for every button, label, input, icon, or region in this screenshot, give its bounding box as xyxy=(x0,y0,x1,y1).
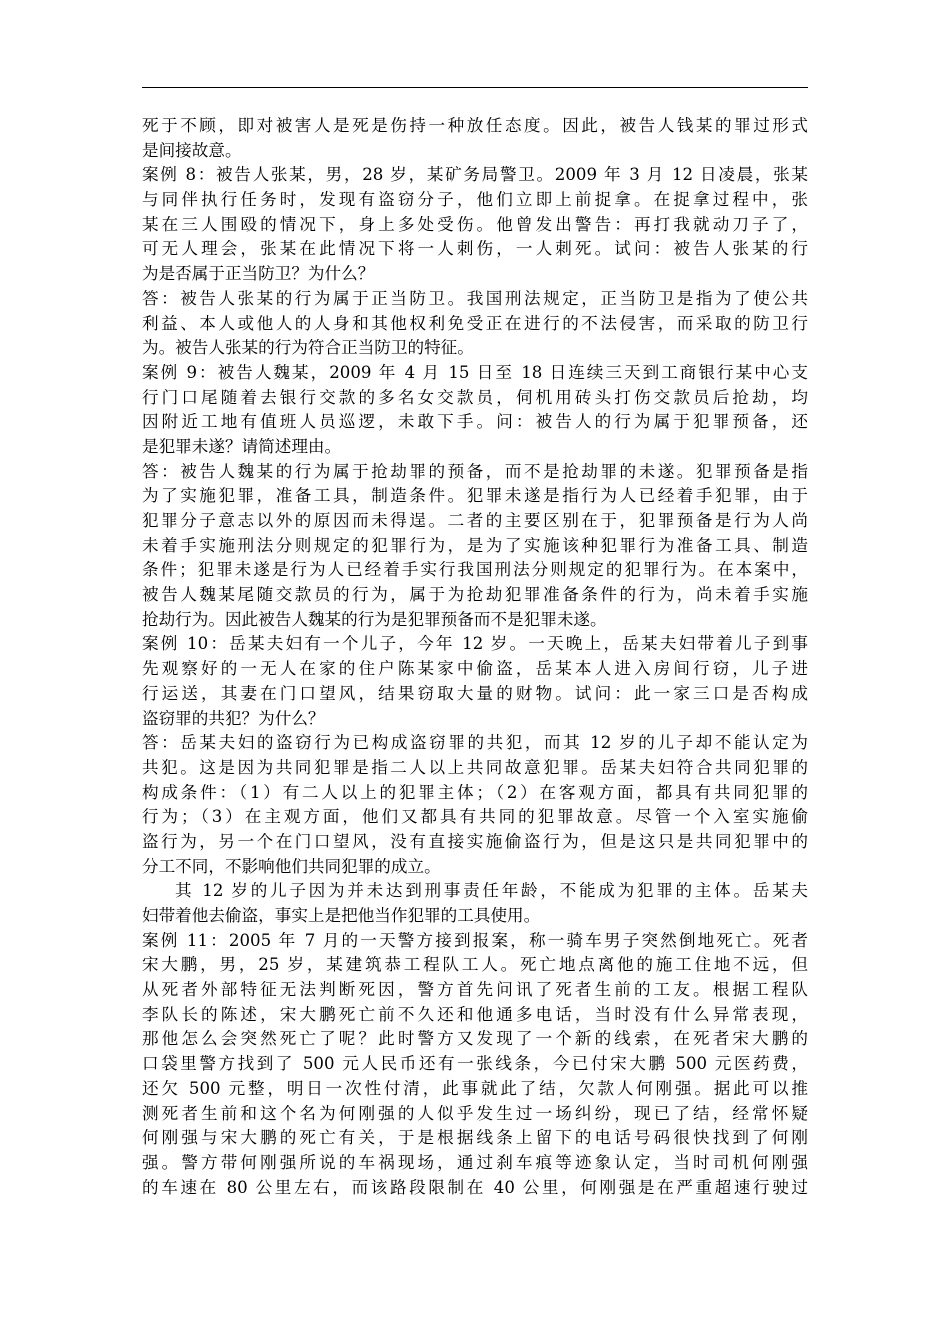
text-line: 还欠 500 元整，明日一次性付清，此事就此了结，欠款人何刚强。据此可以推 xyxy=(142,1078,808,1098)
text-line: 犯罪分子意志以外的原因而未得逞。二者的主要区别在于，犯罪预备是行为人尚 xyxy=(142,511,808,530)
text-line: 条件；犯罪未遂是行为人已经着手实行我国刑法分则规定的犯罪行为。在本案中， xyxy=(142,560,808,580)
text-line: 与同伴执行任务时，发现有盗窃分子，他们立即上前捉拿。在捉拿过程中，张 xyxy=(142,190,808,210)
text-line: 被告人魏某尾随交款员的行为，属于为抢劫犯罪准备条件的行为，尚未着手实施 xyxy=(142,585,808,605)
paragraph xyxy=(142,460,808,633)
paragraph xyxy=(142,114,808,163)
text-line: 先观察好的一无人在家的住户陈某家中偷盗，岳某本人进入房间行窃，儿子进 xyxy=(142,659,808,679)
text-line: 为。被告人张某的行为符合正当防卫的特征。 xyxy=(142,338,474,358)
text-line: 宋大鹏，男，25 岁，某建筑恭工程队工人。死亡地点离他的施工住地不远，但 xyxy=(142,955,808,975)
text-line: 李队长的陈述，宋大鹏死亡前不久还和他通多电话，当时没有什么异常表现， xyxy=(142,1004,808,1024)
text-line: 盗窃罪的共犯？为什么？ xyxy=(142,708,325,728)
text-line: 因附近工地有值班人员巡逻，未敢下手。问：被告人的行为属于犯罪预备，还 xyxy=(142,412,808,432)
text-line: 行为；（3）在主观方面，他们又都具有共同的犯罪故意。尽管一个入室实施偷 xyxy=(142,807,808,827)
text-line: 某在三人围殴的情况下，身上多处受伤。他曾发出警告：再打我就动刀子了， xyxy=(142,214,808,234)
text-line: 案例 8：被告人张某，男，28 岁，某矿务局警卫。2009 年 3 月 12 日凌晨，张某 xyxy=(142,165,808,185)
text-line: 答：被告人张某的行为属于正当防卫。我国刑法规定，正当防卫是指为了使公共 xyxy=(142,288,808,308)
text-line: 抢劫行为。因此被告人魏某的行为是犯罪预备而不是犯罪未遂。 xyxy=(142,609,607,629)
text-line: 口袋里警方找到了 500 元人民币还有一张线条，今已付宋大鹏 500 元医药费， xyxy=(142,1054,808,1074)
paragraph xyxy=(142,361,808,460)
text-line: 死于不顾，即对被害人是死是伤持一种放任态度。因此，被告人钱某的罪过形式 xyxy=(142,116,808,135)
text-line: 盗行为，另一个在门口望风，没有直接实施偷盗行为，但是这只是共同犯罪中的 xyxy=(142,831,808,851)
text-line: 的车速在 80 公里左右，而该路段限制在 40 公里，何刚强是在严重超速行驶过 xyxy=(142,1177,808,1197)
text-line: 为是否属于正当防卫？为什么？ xyxy=(142,264,375,284)
text-line: 是犯罪未遂？请简述理由。 xyxy=(142,436,342,456)
text-line: 那他怎么会突然死亡了呢？此时警方又发现了一个新的线索，在死者宋大鹏的 xyxy=(142,1029,808,1049)
text-line: 案例 9：被告人魏某，2009 年 4 月 15 日至 18 日连续三天到工商银行某中心支 xyxy=(142,362,808,382)
text-line: 答：被告人魏某的行为属于抢劫罪的预备，而不是抢劫罪的未遂。犯罪预备是指 xyxy=(142,461,808,481)
text-line: 案例 11：2005 年 7 月的一天警方接到报案，称一骑车男子突然倒地死亡。死者 xyxy=(142,930,808,950)
text-line: 未着手实施刑法分则规定的犯罪行为，是为了实施该种犯罪行为准备工具、制造 xyxy=(142,535,808,555)
paragraph xyxy=(142,879,808,928)
text-line: 强。警方带何刚强所说的车祸现场，通过刹车痕等迹象认定，当时司机何刚强 xyxy=(142,1152,808,1172)
text-line: 测死者生前和这个名为何刚强的人似乎发生过一场纠纷，现已了结，经常怀疑 xyxy=(142,1103,808,1123)
header-rule xyxy=(142,87,808,88)
text-line: 可无人理会，张某在此情况下将一人刺伤，一人刺死。试问：被告人张某的行 xyxy=(142,239,808,259)
text-line: 其 12 岁的儿子因为并未达到刑事责任年龄，不能成为犯罪的主体。岳某夫 xyxy=(175,881,808,901)
text-line: 从死者外部特征无法判断死因，警方首先问讯了死者生前的工友。根据工程队 xyxy=(142,980,808,1000)
text-line: 是间接故意。 xyxy=(142,140,242,160)
text-line: 何刚强与宋大鹏的死亡有关，于是根据线条上留下的电话号码很快找到了何刚 xyxy=(142,1128,808,1148)
paragraph xyxy=(142,731,808,879)
text-line: 行运送，其妻在门口望风，结果窃取大量的财物。试问：此一家三口是否构成 xyxy=(142,683,808,703)
paragraph xyxy=(142,929,808,1201)
paragraph xyxy=(142,632,808,731)
text-line: 妇带着他去偷盗，事实上是把他当作犯罪的工具使用。 xyxy=(142,906,541,925)
text-line: 利益、本人或他人的人身和其他权利免受正在进行的不法侵害，而采取的防卫行 xyxy=(142,313,808,333)
text-line: 构成条件：（1）有二人以上的犯罪主体；（2）在客观方面，都具有共同犯罪的 xyxy=(142,782,808,802)
text-line: 分工不同，不影响他们共同犯罪的成立。 xyxy=(142,856,441,876)
text-line: 共犯。这是因为共同犯罪是指二人以上共同故意犯罪。岳某夫妇符合共同犯罪的 xyxy=(142,757,808,777)
text-line: 行门口尾随着去银行交款的多名女交款员，伺机用砖头打伤交款员后抢劫，均 xyxy=(142,387,808,407)
document-body xyxy=(142,114,808,1200)
paragraph xyxy=(142,163,808,286)
text-line: 案例 10：岳某夫妇有一个儿子，今年 12 岁。一天晚上，岳某夫妇带着儿子到事 xyxy=(142,634,808,654)
text-line: 为了实施犯罪，准备工具，制造条件。犯罪未遂是指行为人已经着手犯罪，由于 xyxy=(142,486,808,506)
text-line: 答：岳某夫妇的盗窃行为已构成盗窃罪的共犯，而其 12 岁的儿子却不能认定为 xyxy=(142,733,808,753)
paragraph xyxy=(142,287,808,361)
